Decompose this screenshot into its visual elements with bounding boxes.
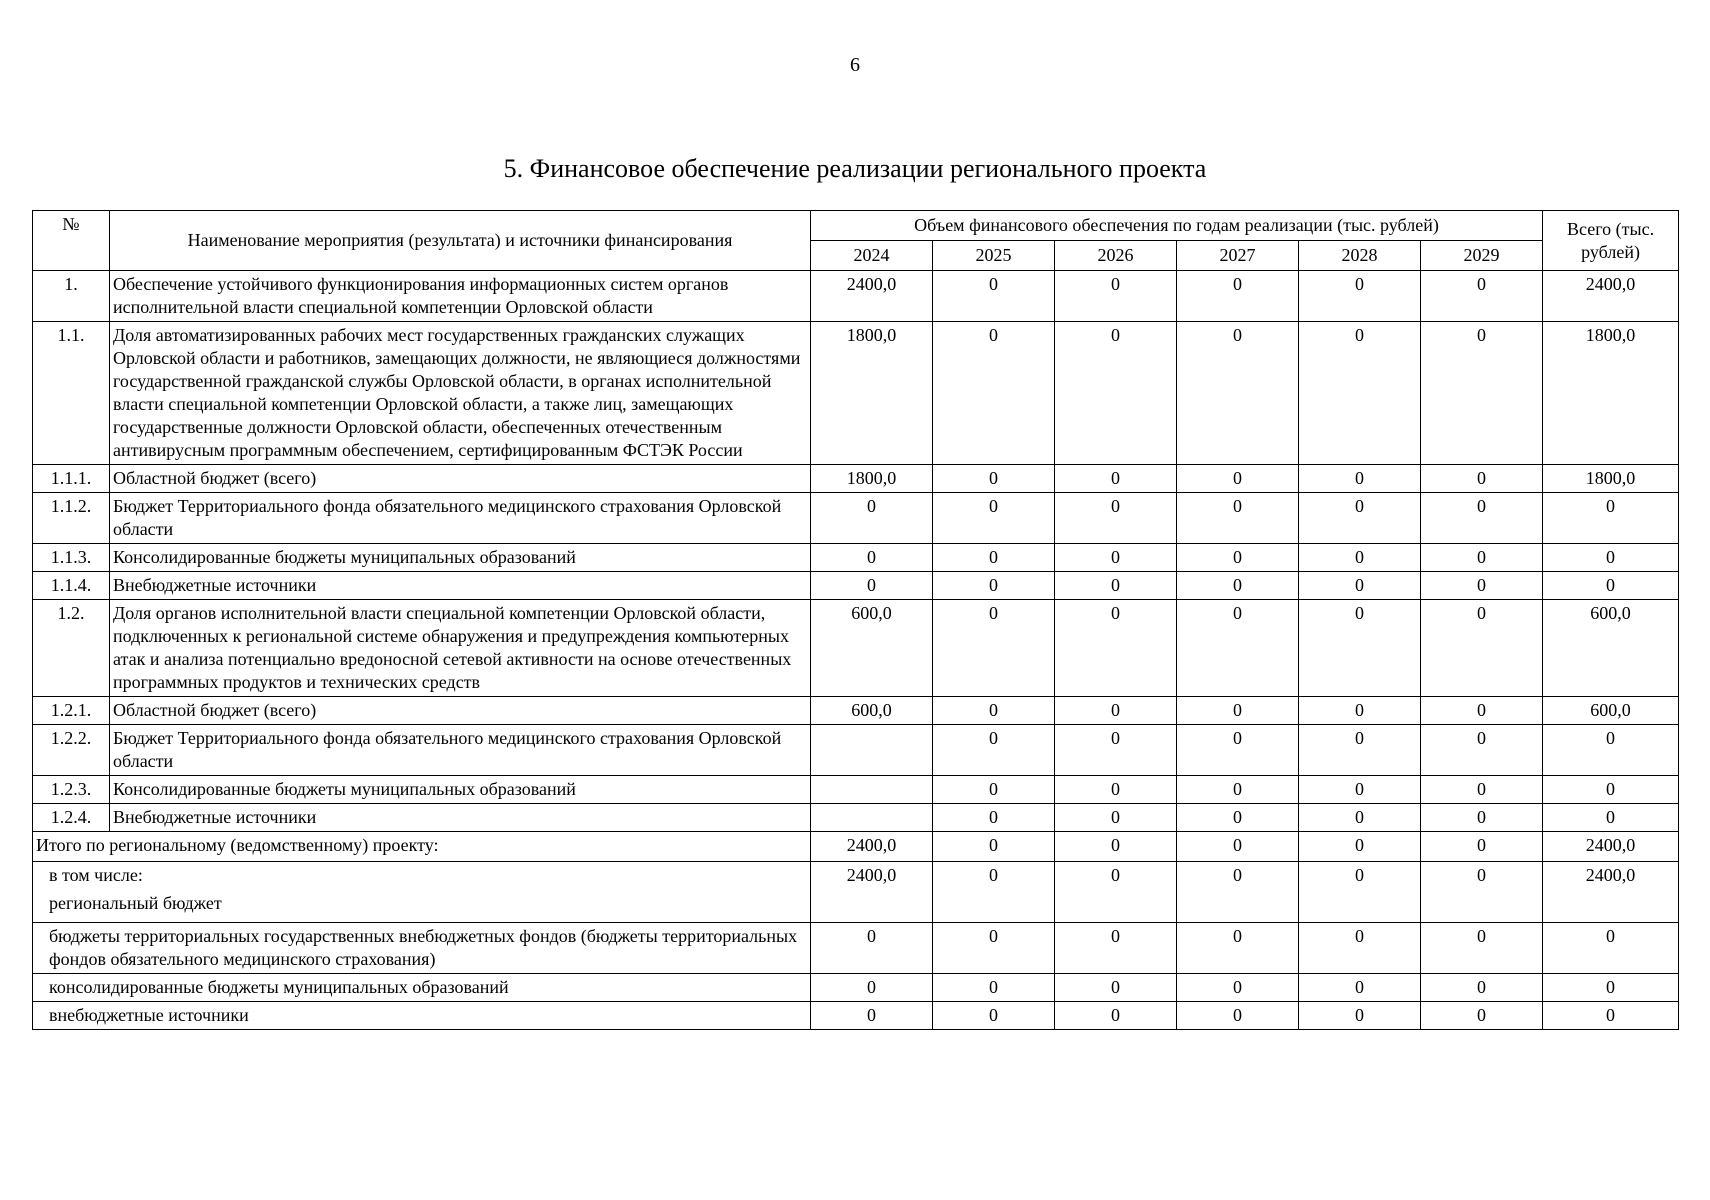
table-row xyxy=(33,776,1679,804)
table-cell: 0 xyxy=(933,544,1055,572)
row-name: Внебюджетные источники xyxy=(110,804,811,832)
table-cell: 0 xyxy=(1177,572,1299,600)
row-number: 1.1.2. xyxy=(33,493,110,544)
table-cell: 0 xyxy=(811,974,933,1002)
row-total: 600,0 xyxy=(1543,600,1679,697)
table-cell: 0 xyxy=(1055,493,1177,544)
table-cell: 0 xyxy=(1055,974,1177,1002)
row-number: 1.2.4. xyxy=(33,804,110,832)
table-cell: 0 xyxy=(1421,600,1543,697)
table-row xyxy=(33,725,1679,776)
table-cell: 0 xyxy=(1299,1002,1421,1030)
table-cell: 0 xyxy=(1421,322,1543,465)
table-cell: 0 xyxy=(933,923,1055,974)
table-cell: 0 xyxy=(1177,974,1299,1002)
table-cell: 0 xyxy=(1055,923,1177,974)
table-cell: 0 xyxy=(1299,776,1421,804)
header-total: Всего (тыс. рублей) xyxy=(1543,211,1679,271)
table-cell: 0 xyxy=(1421,862,1543,923)
subtotal-name: бюджеты территориальных государственных внебюджетных фондов (бюджеты территориальных фондов обязательного медицинского страхования) xyxy=(33,923,811,974)
row-number: 1.2.3. xyxy=(33,776,110,804)
table-cell xyxy=(811,776,933,804)
table-cell: 0 xyxy=(1421,697,1543,725)
table-cell: 0 xyxy=(933,493,1055,544)
table-cell: 0 xyxy=(1299,465,1421,493)
row-total: 0 xyxy=(1543,572,1679,600)
table-cell: 0 xyxy=(1299,271,1421,322)
table-cell: 0 xyxy=(811,923,933,974)
row-name: Доля органов исполнительной власти специальной компетенции Орловской области, подключенных к региональной системе обнаружения и предупреждения компьютерных атак и анализа потенциально вредоносной сетевой активности на основе отечественных программных продуктов и технических средств xyxy=(110,600,811,697)
table-cell: 0 xyxy=(1299,923,1421,974)
table-cell: 0 xyxy=(1177,923,1299,974)
financing-table xyxy=(32,210,1679,1030)
table-cell: 0 xyxy=(1177,697,1299,725)
row-total: 0 xyxy=(1543,1002,1679,1030)
including-row xyxy=(33,862,1679,923)
table-cell: 0 xyxy=(1421,974,1543,1002)
totals-label: Итого по региональному (ведомственному) проекту: xyxy=(33,832,811,862)
row-name: Областной бюджет (всего) xyxy=(110,697,811,725)
table-cell xyxy=(811,804,933,832)
table-cell: 0 xyxy=(933,804,1055,832)
table-cell: 0 xyxy=(1177,271,1299,322)
row-total: 0 xyxy=(1543,974,1679,1002)
table-cell: 0 xyxy=(1177,465,1299,493)
table-cell: 0 xyxy=(1177,804,1299,832)
row-name: Областной бюджет (всего) xyxy=(110,465,811,493)
row-number: 1.1.3. xyxy=(33,544,110,572)
row-total: 0 xyxy=(1543,923,1679,974)
table-cell: 0 xyxy=(1299,804,1421,832)
header-year: 2026 xyxy=(1055,241,1177,271)
table-cell: 0 xyxy=(1421,776,1543,804)
row-number: 1.1.4. xyxy=(33,572,110,600)
row-total: 0 xyxy=(1543,776,1679,804)
table-cell: 0 xyxy=(1299,572,1421,600)
table-cell: 0 xyxy=(1421,544,1543,572)
table-cell: 0 xyxy=(1177,544,1299,572)
table-cell: 0 xyxy=(1421,271,1543,322)
table-cell: 0 xyxy=(933,572,1055,600)
table-cell: 1800,0 xyxy=(811,465,933,493)
row-name: Бюджет Территориального фонда обязательного медицинского страхования Орловской области xyxy=(110,725,811,776)
section-title: 5. Финансовое обеспечение реализации регионального проекта xyxy=(503,154,1207,183)
table-cell: 0 xyxy=(1299,544,1421,572)
table-cell: 0 xyxy=(1421,923,1543,974)
table-cell: 0 xyxy=(811,572,933,600)
table-cell: 600,0 xyxy=(811,697,933,725)
row-total: 0 xyxy=(1543,725,1679,776)
table-cell: 0 xyxy=(1421,1002,1543,1030)
row-number: 1. xyxy=(33,271,110,322)
row-total: 0 xyxy=(1543,493,1679,544)
table-cell: 2400,0 xyxy=(811,271,933,322)
header-num: № xyxy=(33,211,110,271)
table-row xyxy=(33,572,1679,600)
row-name: Бюджет Территориального фонда обязательного медицинского страхования Орловской области xyxy=(110,493,811,544)
including-label-cell xyxy=(33,862,811,923)
table-cell: 0 xyxy=(933,322,1055,465)
totals-row xyxy=(33,832,1679,862)
table-row xyxy=(33,804,1679,832)
row-number: 1.1. xyxy=(33,322,110,465)
table-cell: 2400,0 xyxy=(811,862,933,923)
row-name: Консолидированные бюджеты муниципальных образований xyxy=(110,776,811,804)
table-cell: 0 xyxy=(1177,776,1299,804)
subtotal-row xyxy=(33,923,1679,974)
table-cell: 0 xyxy=(1177,493,1299,544)
table-cell: 0 xyxy=(1177,725,1299,776)
row-name: Консолидированные бюджеты муниципальных образований xyxy=(110,544,811,572)
table-cell: 0 xyxy=(933,832,1055,862)
table-row xyxy=(33,322,1679,465)
subtotal-name: внебюджетные источники xyxy=(33,1002,811,1030)
table-cell: 0 xyxy=(1055,544,1177,572)
table-cell: 0 xyxy=(1055,1002,1177,1030)
table-cell: 0 xyxy=(933,776,1055,804)
table-cell: 0 xyxy=(1299,493,1421,544)
table-cell: 0 xyxy=(1421,725,1543,776)
table-row xyxy=(33,544,1679,572)
table-cell: 0 xyxy=(933,1002,1055,1030)
table-cell xyxy=(811,725,933,776)
row-total: 1800,0 xyxy=(1543,465,1679,493)
table-cell: 0 xyxy=(1421,493,1543,544)
table-cell: 0 xyxy=(1299,322,1421,465)
table-cell: 600,0 xyxy=(811,600,933,697)
table-row xyxy=(33,271,1679,322)
table-cell: 0 xyxy=(933,697,1055,725)
row-total: 0 xyxy=(1543,544,1679,572)
table-cell: 0 xyxy=(1177,832,1299,862)
table-cell: 0 xyxy=(1421,465,1543,493)
row-name: Доля автоматизированных рабочих мест государственных гражданских служащих Орловской области и работников, замещающих должности, не являющиеся должностями государственной гражданской службы Орловской области, в органах исполнительной власти специальной компетенции Орловской области, а также лиц, замещающих государственные должности Орловской области, обеспеченных отечественным антивирусным программным обеспечением, сертифицированным ФСТЭК России xyxy=(110,322,811,465)
table-cell: 0 xyxy=(811,544,933,572)
subtotal-row xyxy=(33,1002,1679,1030)
row-total: 2400,0 xyxy=(1543,271,1679,322)
table-cell: 0 xyxy=(1055,697,1177,725)
table-cell: 0 xyxy=(811,1002,933,1030)
table-cell: 0 xyxy=(1055,572,1177,600)
row-name: Обеспечение устойчивого функционирования информационных систем органов исполнительной власти специальной компетенции Орловской области xyxy=(110,271,811,322)
table-row xyxy=(33,465,1679,493)
table-cell: 0 xyxy=(1177,322,1299,465)
table-cell: 0 xyxy=(933,271,1055,322)
table-cell: 0 xyxy=(1421,832,1543,862)
page-number: 6 xyxy=(850,54,860,76)
table-cell: 2400,0 xyxy=(1543,862,1679,923)
subtotal-row xyxy=(33,974,1679,1002)
row-total: 1800,0 xyxy=(1543,322,1679,465)
header-volume: Объем финансового обеспечения по годам реализации (тыс. рублей) xyxy=(811,211,1543,241)
table-cell: 0 xyxy=(1055,776,1177,804)
header-year: 2027 xyxy=(1177,241,1299,271)
table-body xyxy=(33,271,1679,832)
table-cell: 1800,0 xyxy=(811,322,933,465)
table-cell: 0 xyxy=(1299,862,1421,923)
row-number: 1.2.1. xyxy=(33,697,110,725)
header-year: 2024 xyxy=(811,241,933,271)
table-cell: 0 xyxy=(933,974,1055,1002)
table-cell: 0 xyxy=(1299,725,1421,776)
table-cell: 0 xyxy=(1055,862,1177,923)
table-cell: 0 xyxy=(1055,600,1177,697)
header-year: 2028 xyxy=(1299,241,1421,271)
table-cell: 0 xyxy=(1055,322,1177,465)
table-cell: 2400,0 xyxy=(811,832,933,862)
row-number: 1.2. xyxy=(33,600,110,697)
table-cell: 0 xyxy=(1299,832,1421,862)
table-row xyxy=(33,600,1679,697)
row-name: Внебюджетные источники xyxy=(110,572,811,600)
row-total: 0 xyxy=(1543,804,1679,832)
table-cell: 0 xyxy=(1177,862,1299,923)
table-cell: 0 xyxy=(1055,725,1177,776)
header-year: 2029 xyxy=(1421,241,1543,271)
row-number: 1.1.1. xyxy=(33,465,110,493)
table-cell: 0 xyxy=(1055,465,1177,493)
table-cell: 0 xyxy=(933,465,1055,493)
including-label: в том числе: xyxy=(49,865,143,885)
table-cell: 0 xyxy=(933,862,1055,923)
header-year: 2025 xyxy=(933,241,1055,271)
row-number: 1.2.2. xyxy=(33,725,110,776)
table-cell: 2400,0 xyxy=(1543,832,1679,862)
table-cell: 0 xyxy=(1299,600,1421,697)
table-cell: 0 xyxy=(811,493,933,544)
table-cell: 0 xyxy=(1421,804,1543,832)
table-cell: 0 xyxy=(1299,974,1421,1002)
table-cell: 0 xyxy=(1177,1002,1299,1030)
table-cell: 0 xyxy=(1055,832,1177,862)
table-row xyxy=(33,493,1679,544)
table-row xyxy=(33,697,1679,725)
table-cell: 0 xyxy=(1055,804,1177,832)
header-name: Наименование мероприятия (результата) и источники финансирования xyxy=(110,211,811,271)
table-cell: 0 xyxy=(933,600,1055,697)
regional-budget-label: региональный бюджет xyxy=(49,893,222,913)
table-cell: 0 xyxy=(1421,572,1543,600)
subtotal-name: консолидированные бюджеты муниципальных образований xyxy=(33,974,811,1002)
table-cell: 0 xyxy=(933,725,1055,776)
table-cell: 0 xyxy=(1299,697,1421,725)
table-cell: 0 xyxy=(1055,271,1177,322)
table-cell: 0 xyxy=(1177,600,1299,697)
totals-body xyxy=(33,832,1679,923)
subtotals-body xyxy=(33,923,1679,1030)
row-total: 600,0 xyxy=(1543,697,1679,725)
